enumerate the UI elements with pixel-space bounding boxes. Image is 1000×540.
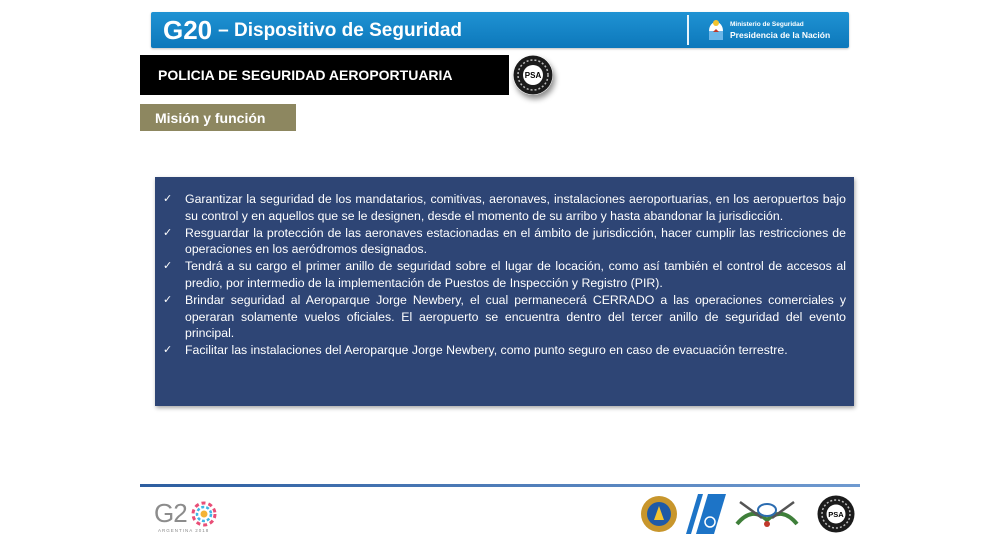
bullet-text: Garantizar la seguridad de los mandatarios, comitivas, aeronaves, instalaciones aeroportuarias, en los aeropuertos bajo su control y en aquellos que se le designen, desde el momento de su arribo y hasta abandonar la jurisdicción. xyxy=(185,192,846,223)
bullet-text: Resguardar la protección de las aeronaves estacionadas en el ámbito de jurisdicción, hacer cumplir las restricciones de operaciones en los aeródromos designados. xyxy=(185,225,846,257)
bullet-item xyxy=(163,258,846,292)
ministry-line1: Ministerio de Seguridad xyxy=(730,21,804,28)
header-bar xyxy=(151,12,849,48)
subsection-label-box xyxy=(140,104,296,131)
psa-badge-icon xyxy=(513,55,553,95)
bullet-item xyxy=(163,225,846,259)
bullet-text: Brindar seguridad al Aeroparque Jorge Newbery, el cual permanecerá CERRADO a las operaciones comerciales y operaran solamente vuelos oficiales. El aeropuerto se encuentra dentro del tercer anillo de seguridad del evento principal. xyxy=(185,292,846,341)
section-title-bar xyxy=(140,55,509,95)
check-icon: ✓ xyxy=(163,260,173,273)
check-icon: ✓ xyxy=(163,193,173,205)
federal-police-emblem-icon xyxy=(640,494,678,534)
check-icon: ✓ xyxy=(163,226,173,239)
coast-guard-emblem-icon xyxy=(686,494,726,534)
g20-logo-flower-icon xyxy=(191,501,217,527)
psa-badge-text: PSA xyxy=(524,71,542,80)
section-title: POLICIA DE SEGURIDAD AEROPORTUARIA xyxy=(158,67,453,83)
g20-logo-text: G2 xyxy=(154,498,187,528)
psa-footer-badge-text: PSA xyxy=(828,510,844,519)
header-title xyxy=(163,15,462,46)
bullet-text: Tendrá a su cargo el primer anillo de seguridad sobre el lugar de locación, como así también el control de accesos al predio, por intermedio de la implementación de Puestos de Inspección y Registro (PIR). xyxy=(185,259,846,290)
header-subtitle: – Dispositivo de Seguridad xyxy=(218,19,463,41)
header-separator xyxy=(687,15,689,45)
bullet-list xyxy=(155,177,854,359)
header-brand: G20 xyxy=(163,15,213,45)
subsection-label: Misión y función xyxy=(155,110,266,126)
gendarmeria-emblem-icon xyxy=(732,498,802,532)
bullet-item xyxy=(163,191,846,225)
coat-of-arms-icon xyxy=(707,19,725,41)
footer-divider xyxy=(140,484,860,487)
check-icon: ✓ xyxy=(163,344,173,357)
content-box xyxy=(155,177,854,406)
bullet-item xyxy=(163,342,846,359)
psa-footer-badge-icon xyxy=(817,495,855,533)
check-icon: ✓ xyxy=(163,293,173,306)
ministry-line2: Presidencia de la Nación xyxy=(730,30,831,40)
g20-argentina-logo xyxy=(154,498,217,533)
bullet-text: Facilitar las instalaciones del Aeroparque Jorge Newbery, como punto seguro en caso de evacuación terrestre. xyxy=(185,343,788,358)
bullet-item xyxy=(163,292,846,342)
g20-logo-sub: ARGENTINA 2018 xyxy=(158,528,210,533)
